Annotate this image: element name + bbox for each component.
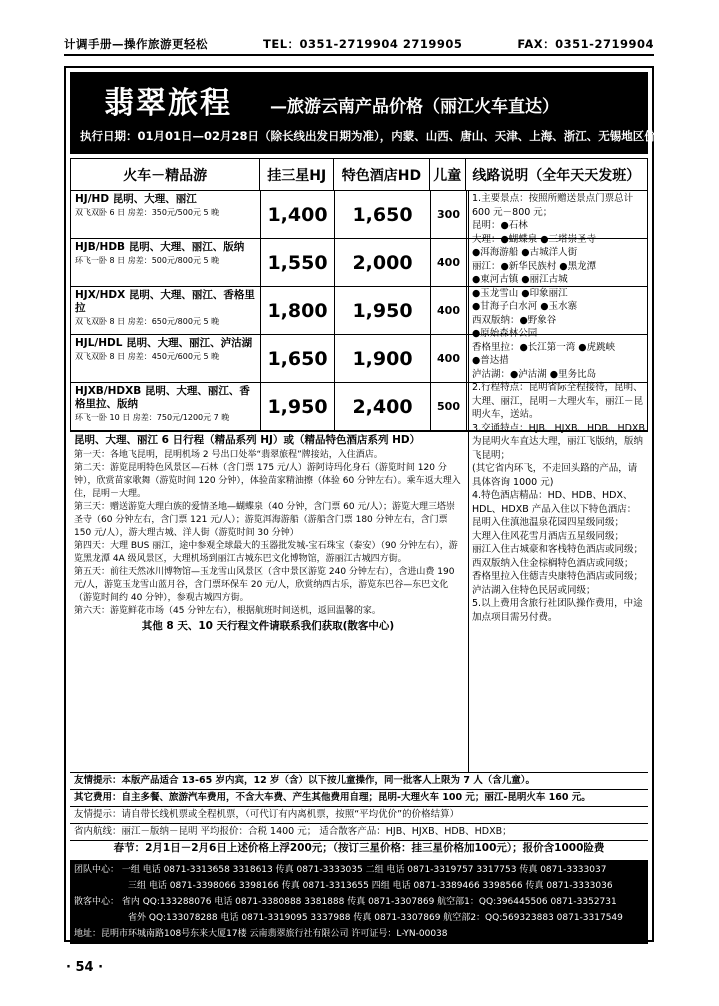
note-line: 大理入住风花雪月酒店五星级同级；: [472, 530, 625, 542]
itinerary-day: 第二天：游览昆明特色风景区—石林（含门票 175 元/人）游阿诗玛化身石（游览时间 120 分钟），欣赏苗家歌舞（游览时间 120 分钟），体验苗家精油擦（体验 60 分钟左右）。乘车返大理入住，昆明－大理。: [74, 463, 461, 499]
price-child: 400: [431, 335, 467, 382]
note-line: 西双版纳入住金棕榈特色酒店或同级；: [472, 557, 634, 569]
itinerary-day: 第四天：大理 BUS 丽江，途中参观全球最大的玉器批发城-宝石珠宝（泰安）（90 分钟左右），游览黑龙潭 4A 级风景区，大理机场到丽江古城东巴文化博物馆，游丽江古城四方街。: [74, 541, 458, 564]
tip-line: 友情提示：请自带长线机票或全程机票，（可代订有内离机票，按照“平均优价”的价格结算）: [70, 807, 648, 824]
price-hd: 1,650: [335, 191, 431, 238]
col-header: 儿童: [430, 159, 466, 190]
banner-title: 翡翠旅程: [104, 86, 232, 121]
contact-line: 散客中心： 省内 QQ:133288076 电话 0871-3380888 3381888 传真 0871-3307869 航空部1：QQ:396445506 0871-3352731: [74, 897, 617, 907]
note-line: 5.以上费用含旅行社团队操作费用，中途加点项目需另付费。: [472, 598, 643, 623]
itinerary-day: 第六天：游览鲜花市场（45 分钟左右），根据航班时间送机，返回温馨的家。: [74, 606, 381, 616]
contact-line: 团队中心： 一组 电话 0871-3313658 3318613 传真 0871-3333035 二组 电话 0871-3319757 3317753 传真 0871-3333037: [74, 865, 607, 875]
note-line: ●玉龙雪山 ●印象丽江: [472, 287, 568, 299]
price-hd: 2,400: [335, 383, 431, 430]
brand-text: 计调手册—操作旅游更轻松: [64, 37, 208, 51]
note-line: 昆明：●石林: [472, 220, 528, 231]
note-line: 西双版纳：●野象谷: [472, 314, 557, 326]
contact-block: [70, 860, 648, 944]
col-header: 线路说明（全年天天发班）: [472, 167, 641, 184]
header-bar: [64, 34, 654, 54]
contact-line: 三组 电话 0871-3398066 3398166 传真 0871-3313655 四组 电话 0871-3389466 3398566 传真 0871-3333036: [128, 881, 613, 891]
itinerary-day: 第五天：前往天然冰川博物馆—玉龙雪山风景区（含中景区游览 240 分钟左右），含进山费 190 元/人，游览玉龙雪山蓝月谷，含门票环保车 20 元/人，欣赏纳西古乐，游览东巴谷—东巴文化（游览时间约 40 分钟），参观古城四方街。: [74, 567, 455, 603]
note-line: 4.特色酒店精品：HD、HDB、HDX、HDL、HDXB 产品入住以下特色酒店：: [472, 490, 637, 515]
price-child: 400: [431, 287, 467, 334]
price-child: 400: [431, 239, 467, 286]
price-child: 300: [431, 191, 467, 238]
note-line: 泸沽湖入住特色民居或同级；: [472, 584, 596, 596]
note-line: ●原始森林公园: [472, 328, 538, 339]
col-header: 火车－精品游: [71, 159, 260, 190]
note-line: 泸沽湖：●泸沽湖 ●里务比岛: [472, 368, 597, 380]
note-line: (其它省内环飞，不走回头路的产品，请具体咨询 1000 元): [472, 463, 638, 488]
tip-line: 省内航线：丽江－版纳－昆明 平均报价：合税 1400 元； 适合散客产品：HJB、HJXB、HDB、HDXB；: [70, 824, 648, 841]
route-name: HJL/HDL 昆明、大理、丽江、泸沽湖: [75, 337, 253, 349]
price-hd: 1,950: [335, 287, 431, 334]
price-hj: 1,650: [261, 335, 335, 382]
banner-subtitle: —旅游云南产品价格（丽江火车直达）: [270, 97, 559, 117]
note-line: 丽江入住古城豪和客栈特色酒店或同级；: [472, 544, 644, 555]
route-name: HJXB/HDXB 昆明、大理、丽江、香格里拉、版纳: [75, 385, 250, 410]
col-header: 特色酒店HD: [334, 159, 430, 190]
note-line: ●東河古镇 ●丽江古城: [472, 274, 568, 285]
price-hj: 1,950: [261, 383, 335, 430]
route-detail: 双飞双卧 8 日 房差：650元/800元 5 晚: [75, 317, 220, 326]
contact-line: 省外 QQ:133078288 电话 0871-3319095 3337988 传真 0871-3307869 航空部2：QQ:569323883 0871-3317549: [128, 913, 623, 923]
route-name: HJX/HDX 昆明、大理、丽江、香格里拉: [75, 289, 255, 314]
note-line: 香格里拉入住德吉央康特色酒店或同级；: [472, 571, 644, 582]
note-line: ●甘海子白水河 ●玉水寨: [472, 301, 578, 312]
route-name: HJB/HDB 昆明、大理、丽江、版纳: [75, 241, 245, 253]
col-header: 挂三星HJ: [260, 159, 334, 190]
spring-festival-note: 春节：2月1日－2月6日上述价格上浮200元；（按订三星价格：挂三星价格加100元）；报价含1000险费: [113, 842, 605, 854]
tip-line: 其它费用：自主多餐、旅游汽车费用，不含大车费、产生其他费用自理；昆明-大理火车 100 元；丽江-昆明火车 160 元。: [70, 790, 648, 807]
note-line: 1.主要景点：按照所赠送景点门票总计 600 元－800 元；: [472, 193, 634, 218]
note-line: 香格里拉：●长江第一湾 ●虎跳峡: [472, 341, 616, 353]
tips-section: [70, 772, 648, 841]
page-number: · 54 ·: [66, 960, 104, 975]
fax-text: FAX：0351-2719904: [517, 37, 654, 51]
route-detail: 双飞双卧 6 日 房差：350元/500元 5 晚: [75, 208, 220, 217]
note-line: 3.交通特点：HJB、HJXB、HDB、HDXB 为昆明火车直达大理，丽江飞版纳，版纳飞昆明；: [472, 422, 645, 461]
itinerary: [70, 432, 466, 635]
validity-line: 执行日期：01月01日—02月28日（除长线出发日期为准），内蒙、山西、唐山、天津、上海、浙江、无锡地区价格: [80, 129, 668, 143]
table-header: [71, 159, 647, 191]
note-line: ●洱海游船 ●古城洋人街: [472, 247, 578, 258]
route-detail: 双飞双卧 8 日 房差：450元/600元 5 晚: [75, 352, 220, 361]
itinerary-footer: 其他 8 天、10 天行程文件请联系我们获取(散客中心): [141, 620, 395, 632]
itinerary-heading: 昆明、大理、丽江 6 日行程（精品系列 HJ）或（精品特色酒店系列 HD）: [74, 434, 421, 446]
tip-line: 友情提示：本版产品适合 13-65 岁内宾，12 岁（含）以下按儿童操作，同一批客人上限为 7 人（含儿童）。: [70, 773, 648, 790]
price-hj: 1,550: [261, 239, 335, 286]
route-notes: [468, 190, 648, 772]
route-detail: 环飞一卧 8 日 房差：500元/800元 5 晚: [75, 256, 220, 265]
note-line: 丽江：●新华民族村 ●黑龙潭: [472, 260, 597, 272]
price-hd: 1,900: [335, 335, 431, 382]
price-child: 500: [431, 383, 467, 430]
route-detail: 环飞一卧 10 日 房差：750元/1200元 7 晚: [75, 413, 230, 422]
price-hj: 1,400: [261, 191, 335, 238]
itinerary-day: 第一天：各地飞昆明，昆明机场 2 号出口处举“翡翠旅程”牌接站，入住酒店。: [74, 450, 383, 460]
route-name: HJ/HD 昆明、大理、丽江: [75, 193, 197, 205]
title-banner: [70, 72, 668, 154]
contact-line: 地址：昆明市环城南路108号东来大厦17楼 云南翡翠旅行社有限公司 许可证号：L-YN-00038: [74, 929, 448, 939]
note-line: 昆明入住滇池温泉花园四星级同级；: [472, 517, 625, 528]
note-line: 2.行程特点：昆明省际全程接待，昆明、大理、丽江，昆明－大理火车，丽江－昆明火车，送站。: [472, 382, 644, 420]
price-hj: 1,800: [261, 287, 335, 334]
price-hd: 2,000: [335, 239, 431, 286]
note-line: 大理：●蝴蝶泉 ●三塔崇圣寺: [472, 233, 597, 245]
note-line: ●普达措: [472, 355, 509, 366]
header-rule: [64, 54, 654, 56]
tel-text: TEL：0351-2719904 2719905: [263, 37, 463, 51]
itinerary-day: 第三天：赠送游览大理白族的爱情圣地—蝴蝶泉（40 分钟，含门票 60 元/人）；游览大理三塔崇圣寺（60 分钟左右，含门票 121 元/人）；游览洱海游船（游船含门票 180 分钟左右，含门票 150 元/人），游大理古城、洋人街（游览时间 30 分钟）: [74, 502, 456, 538]
